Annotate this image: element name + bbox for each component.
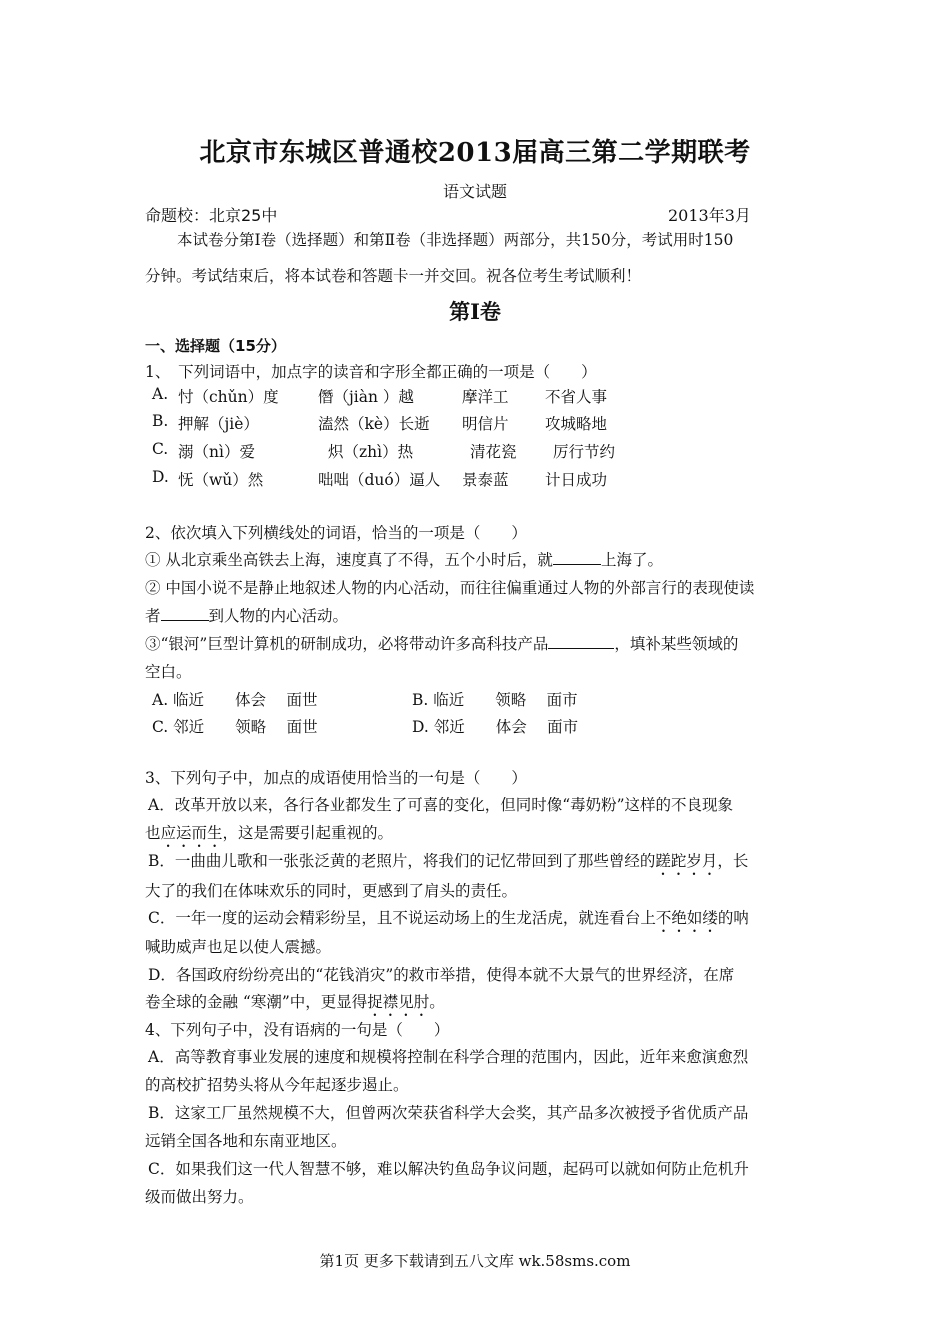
q1-option-label: B. [152, 412, 169, 430]
q2-sentence-2-text: 者 [145, 607, 161, 625]
q1-option-word: 清花瓷 [470, 443, 517, 461]
q1-option-word: 攻城略地 [545, 415, 608, 433]
q3-option-b-line2: 大了的我们在体味欢乐的同时，更感到了肩头的责任。 [145, 882, 518, 900]
q1-option-word: 摩洋工 [462, 388, 509, 406]
q2-sentence-3-line1 [145, 632, 738, 654]
q3-text: 。 [429, 993, 445, 1011]
q1-stem: 1、 下列词语中，加点字的读音和字形全都正确的一项是（ ） [145, 363, 597, 381]
q3-text: 也 [145, 824, 161, 842]
q1-option-word: 押解（jiè） [178, 415, 259, 433]
q1-option-label: D. [152, 468, 169, 486]
q1-option-word: 景泰蓝 [462, 471, 509, 489]
q1-option-label: A. [152, 385, 169, 403]
intro-line-2: 分钟。考试结束后，将本试卷和答题卡一并交回。祝各位考生考试顺利！ [145, 267, 642, 285]
q3-text: ，这是需要引起重视的。 [222, 824, 394, 842]
q3-text: 卷全球的金融 “寒潮”中，更显得 [145, 993, 368, 1011]
intro-line-1: 本试卷分第Ⅰ卷（选择题）和第Ⅱ卷（非选择题）两部分，共150分，考试用时150 [177, 231, 734, 249]
q3-option-c-line2: 喊助威声也足以使人震撼。 [145, 938, 332, 956]
q4-option-b-line1: B．这家工厂虽然规模不大，但曾两次荣获省科学大会奖，其产品多次被授予省优质产品 [148, 1104, 749, 1122]
q2-sentence-2-line2 [145, 604, 348, 626]
q2-sentence-3-line2: 空白。 [145, 663, 192, 681]
q3-option-d-line2 [145, 990, 445, 1020]
q1-option-word: 溘然（kè）长逝 [318, 415, 430, 433]
q1-option-label: C. [152, 440, 169, 458]
q2-sentence-3-text: ，填补某些领域的 [614, 635, 739, 653]
dotted-idiom: 不绝如缕 [655, 909, 718, 927]
q2-sentence-3-text: ③“银河”巨型计算机的研制成功，必将带动许多高科技产品 [145, 635, 549, 653]
dotted-idiom: 捉襟见肘 [367, 993, 430, 1011]
q1-option-word: 厉行节约 [553, 443, 616, 461]
q2-option-b: B. 临近 领略 面市 [412, 691, 578, 709]
q3-option-d-line1: D．各国政府纷纷亮出的“花钱消灾”的救市举措，使得本就不大景气的世界经济，在席 [148, 966, 735, 984]
q4-option-c-line2: 级而做出努力。 [145, 1188, 254, 1206]
q4-option-c-line1: C．如果我们这一代人智慧不够，难以解决钓鱼岛争议问题，起码可以就如何防止危机升 [148, 1160, 749, 1178]
q1-option-word: 僭（jiàn ）越 [318, 388, 414, 406]
q1-option-word: 明信片 [462, 415, 509, 433]
section-heading: 一、选择题（15分） [145, 337, 286, 355]
q1-option-word: 不省人事 [545, 388, 608, 406]
fill-blank [548, 634, 614, 649]
q1-option-word: 忖（chǔn）度 [178, 388, 279, 406]
q3-text: 的呐 [717, 909, 749, 927]
exam-date: 2013年3月 [668, 206, 751, 225]
q2-stem: 2、依次填入下列横线处的词语，恰当的一项是（ ） [145, 524, 527, 542]
q3-stem: 3、下列句子中，加点的成语使用恰当的一句是（ ） [145, 769, 527, 787]
document-subtitle: 语文试题 [442, 182, 507, 201]
page-footer: 第1页 更多下载请到五八文库 wk.58sms.com [319, 1252, 631, 1270]
q1-option-word: 炽（zhì）热 [328, 443, 414, 461]
q2-sentence-2-line1: ② 中国小说不是静止地叙述人物的内心活动，而往往偏重通过人物的外部言行的表现使读 [145, 579, 755, 597]
document-title: 北京市东城区普通校2013届高三第二学期联考 [199, 138, 751, 168]
q3-text: ，长 [717, 852, 749, 870]
fill-blank [161, 606, 209, 621]
q1-option-word: 怃（wǔ）然 [178, 471, 264, 489]
q2-sentence-2-text: 到人物的内心活动。 [208, 607, 349, 625]
q2-sentence-1 [145, 548, 663, 570]
q2-option-d: D. 邻近 体会 面市 [412, 718, 579, 736]
q4-option-a-line1: A．高等教育事业发展的速度和规模将控制在科学合理的范围内，因此，近年来愈演愈烈 [148, 1048, 749, 1066]
q3-text: B．一曲曲儿歌和一张张泛黄的老照片，将我们的记忆带回到了那些曾经的 [148, 852, 656, 870]
q4-option-a-line2: 的高校扩招势头将从今年起逐步遏止。 [145, 1076, 409, 1094]
q2-sentence-1-text: ① 从北京乘坐高铁去上海，速度真了不得，五个小时后，就 [145, 551, 553, 569]
q2-option-a: A. 临近 体会 面世 [152, 691, 318, 709]
q1-option-word: 计日成功 [545, 471, 608, 489]
dotted-idiom: 蹉跎岁月 [655, 852, 718, 870]
q3-option-b-line1 [148, 849, 748, 879]
issuing-school: 命题校：北京25中 [145, 206, 278, 225]
q3-text: C．一年一度的运动会精彩纷呈，且不说运动场上的生龙活虎，就连看台上 [148, 909, 656, 927]
q3-option-c-line1 [148, 906, 749, 936]
q2-option-c: C. 邻近 领略 面世 [152, 718, 318, 736]
volume-title: 第Ⅰ卷 [449, 299, 501, 324]
dotted-idiom: 应运而生 [160, 824, 223, 842]
q1-option-word: 咄咄（duó）逼人 [318, 471, 441, 489]
fill-blank [553, 550, 601, 565]
q3-option-a-line1: A．改革开放以来，各行各业都发生了可喜的变化，但同时像“毒奶粉”这样的不良现象 [148, 796, 734, 814]
q4-stem: 4、下列句子中，没有语病的一句是（ ） [145, 1021, 450, 1039]
q1-option-word: 溺（nì）爱 [178, 443, 255, 461]
q2-sentence-1-text: 上海了。 [600, 551, 663, 569]
q3-option-a-line2 [145, 821, 393, 851]
q4-option-b-line2: 远销全国各地和东南亚地区。 [145, 1132, 347, 1150]
